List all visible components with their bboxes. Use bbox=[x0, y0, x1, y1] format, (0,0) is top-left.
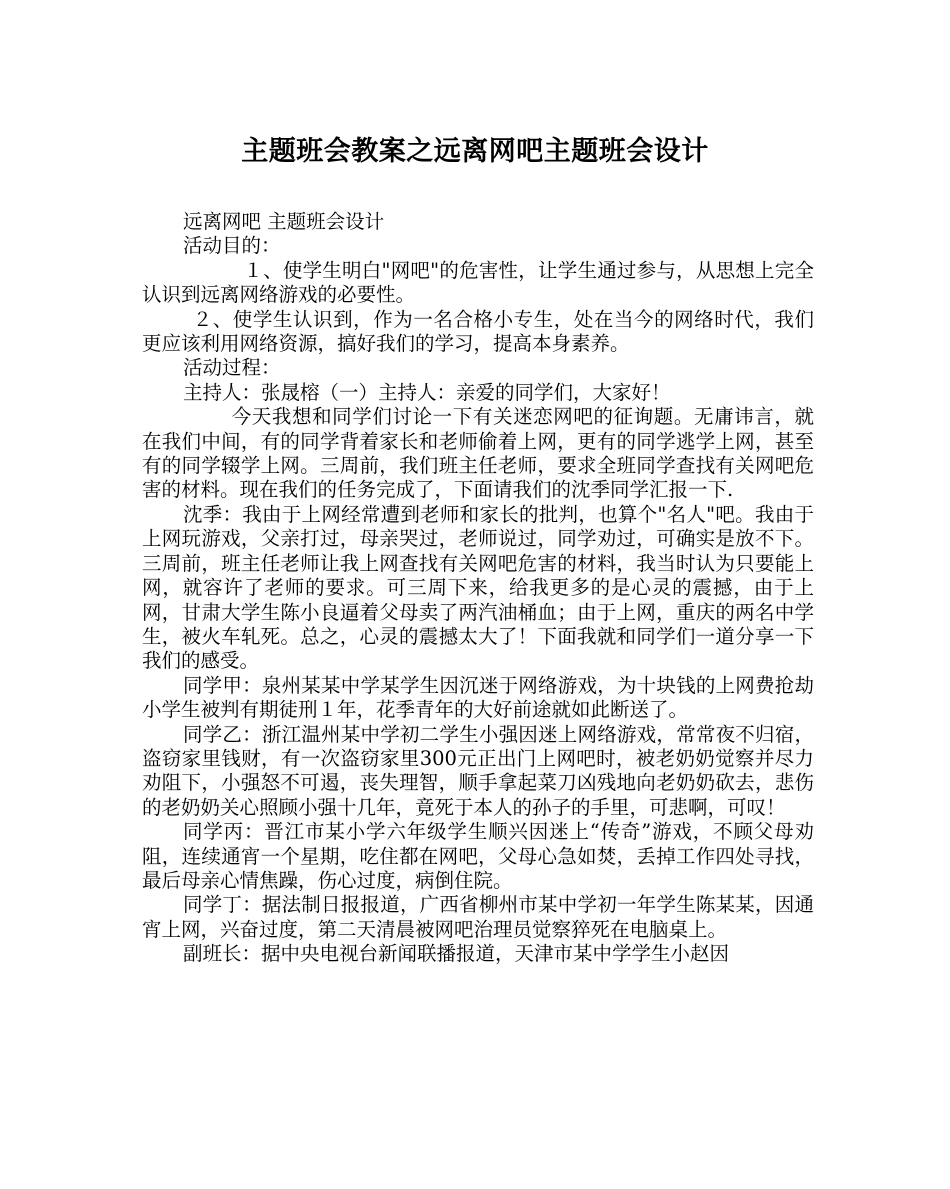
paragraph-shenji: 沈季：我由于上网经常遭到老师和家长的批判，也算个"名人"吧。我由于上网玩游戏，父亲打过，母亲哭过，老师说过，同学劝过，可确实是放不下。三周前，班主任老师让我上网查找有关网吧危害的材料，我当时认为只要能上网，就容许了老师的要求。可三周下来，给我更多的是心灵的震撼，由于上网，甘肃大学生陈小良逼着父母卖了两汽油桶血；由于上网，重庆的两名中学生，被火车轧死。总之，心灵的震撼太大了！下面我就和同学们一道分享一下我们的感受。 bbox=[142, 502, 814, 673]
paragraph-student-a: 同学甲：泉州某某中学某学生因沉迷于网络游戏，为十块钱的上网费抢劫小学生被判有期徒刑１年，花季青年的大好前途就如此断送了。 bbox=[142, 673, 814, 722]
paragraph-host-intro: 主持人：张晟榕（一）主持人：亲爱的同学们，大家好！ bbox=[182, 380, 671, 404]
paragraph-host-speech: 今天我想和同学们讨论一下有关迷恋网吧的征询题。无庸讳言，就在我们中间，有的同学背着家长和老师偷着上网，更有的同学逃学上网，甚至有的同学辍学上网。三周前，我们班主任老师，要求全班同学查找有关网吧危害的材料。现在我们的任务完成了，下面请我们的沈季同学汇报一下. bbox=[142, 405, 814, 502]
paragraph-student-d: 同学丁：据法制日报报道，广西省柳州市某中学初一年学生陈某某，因通宵上网，兴奋过度，第二天清晨被网吧治理员觉察猝死在电脑桌上。 bbox=[142, 893, 814, 941]
paragraph-vice-monitor: 副班长：据中央电视台新闻联播报道，天津市某中学学生小赵因 bbox=[182, 942, 729, 966]
document-title: 主题班会教案之远离网吧主题班会设计 bbox=[241, 136, 709, 167]
paragraph-goal-2: ２、使学生认识到，作为一名合格小专生，处在当今的网络时代，我们更应该利用网络资源，搞好我们的学习，提高本身素养。 bbox=[142, 307, 814, 356]
paragraph-student-b: 同学乙：浙江温州某中学初二学生小强因迷上网络游戏，常常夜不归宿，盗窃家里钱财，有一次盗窃家里300元正出门上网吧时，被老奶奶觉察并尽力劝阻下，小强怒不可遏，丧失理智，顺手拿起菜刀凶残地向老奶奶砍去，悲伤的老奶奶关心照顾小强十几年，竟死于本人的孙子的手里，可悲啊，可叹！ bbox=[142, 722, 814, 819]
document-body bbox=[142, 210, 814, 967]
paragraph-subtitle: 远离网吧 主题班会设计 bbox=[182, 210, 385, 233]
paragraph-goal-heading: 活动目的： bbox=[182, 234, 281, 258]
paragraph-process-heading: 活动过程： bbox=[182, 356, 281, 380]
paragraph-goal-1: １、使学生明白"网吧"的危害性，让学生通过参与，从思想上完全认识到远离网络游戏的必要性。 bbox=[142, 258, 814, 307]
paragraph-student-c: 同学丙：晋江市某小学六年级学生顺兴因迷上“传奇”游戏，不顾父母劝阻，连续通宵一个星期，吃住都在网吧，父母心急如焚，丢掉工作四处寻找，最后母亲心情焦躁，伤心过度，病倒住院。 bbox=[142, 820, 814, 892]
